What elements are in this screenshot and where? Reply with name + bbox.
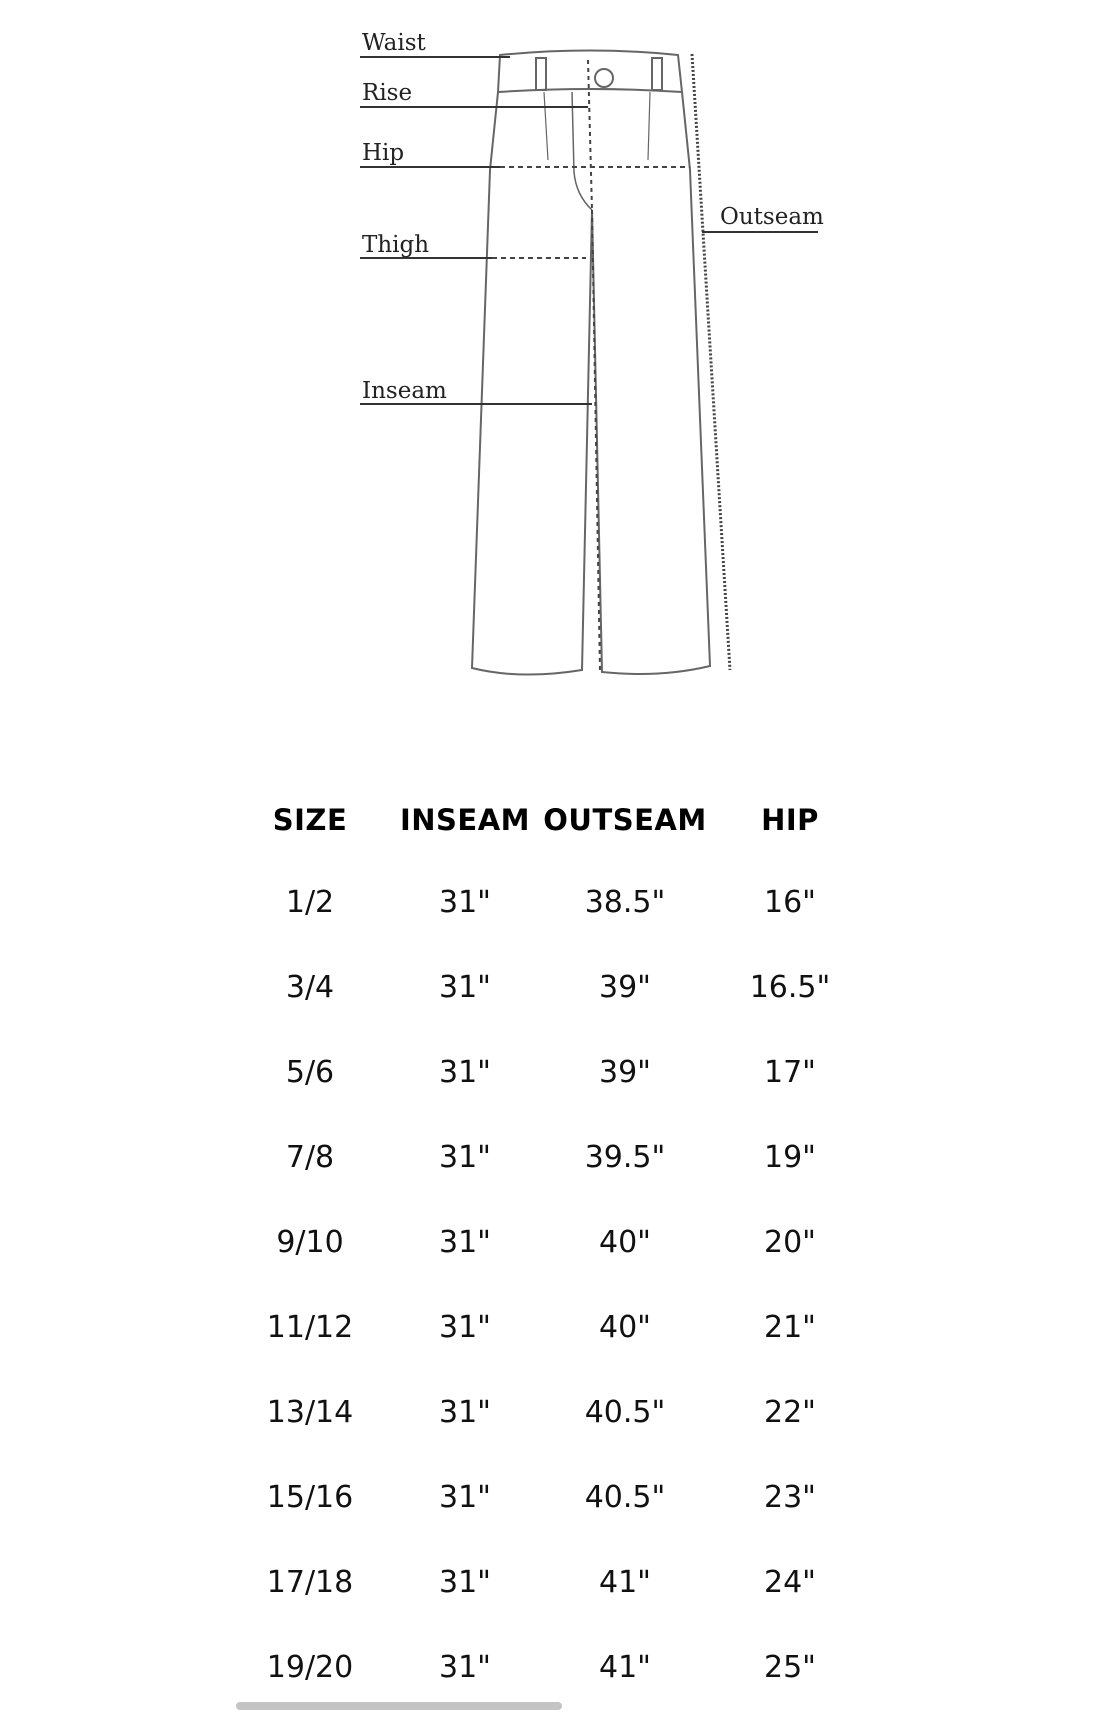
hip-cell: 24" [764,1565,816,1600]
hip-cell: 16" [764,885,816,920]
waistband [498,51,682,93]
table-row [230,945,870,1030]
inseam-label: Inseam [362,378,447,404]
hip-cell: 21" [764,1310,816,1345]
table-row [230,1625,870,1710]
outseam-label: Outseam [720,204,824,230]
size-cell: 13/14 [266,1395,354,1430]
outseam-cell: 41" [599,1650,651,1685]
table-row [230,860,870,945]
waist-button [595,69,613,87]
table-row [230,1540,870,1625]
header-outseam: OUTSEAM [543,803,707,837]
inseam-cell: 31" [439,1055,491,1090]
hip-cell: 23" [764,1480,816,1515]
size-cell: 7/8 [285,1140,335,1175]
outseam-cell: 39" [599,970,651,1005]
size-cell: 15/16 [266,1480,354,1515]
table-row [230,1200,870,1285]
size-cell: 5/6 [285,1055,335,1090]
size-cell: 11/12 [266,1310,354,1345]
hip-cell: 20" [764,1225,816,1260]
inseam-cell: 31" [439,1480,491,1515]
outseam-cell: 38.5" [584,885,666,920]
hip-cell: 16.5" [749,970,831,1005]
table-row [230,1455,870,1540]
hip-cell: 22" [764,1395,816,1430]
inseam-cell: 31" [439,1140,491,1175]
header-inseam: INSEAM [399,803,531,837]
scroll-indicator[interactable] [236,1702,562,1710]
inseam-cell: 31" [439,1225,491,1260]
size-cell: 1/2 [285,885,335,920]
pants-body [472,92,710,675]
hip-label: Hip [362,140,405,166]
belt-loop-right [652,58,662,90]
inseam-cell: 31" [439,1565,491,1600]
pleat-right [648,92,650,160]
outseam-cell: 39.5" [584,1140,666,1175]
size-chart-table [230,780,870,1710]
pleat-left [544,92,548,160]
hip-cell: 17" [764,1055,816,1090]
outseam-cell: 39" [599,1055,651,1090]
rise-label: Rise [362,80,413,106]
hip-cell: 25" [764,1650,816,1685]
hip-cell: 19" [764,1140,816,1175]
size-cell: 17/18 [266,1565,354,1600]
table-row [230,1115,870,1200]
inseam-cell: 31" [439,1650,491,1685]
outseam-cell: 41" [599,1565,651,1600]
rise-guide [588,60,592,210]
size-cell: 3/4 [285,970,335,1005]
outseam-cell: 40" [599,1310,651,1345]
pants-measurement-diagram [0,0,1101,720]
inseam-cell: 31" [439,970,491,1005]
table-row [230,1370,870,1455]
header-hip: HIP [761,803,819,837]
pants-outline [472,51,710,675]
header-row [230,780,870,860]
thigh-label: Thigh [362,232,430,258]
inseam-cell: 31" [439,1310,491,1345]
waist-label: Waist [362,30,426,56]
table-row [230,1285,870,1370]
header-size: SIZE [272,803,348,837]
size-cell: 19/20 [266,1650,354,1685]
outseam-cell: 40.5" [584,1395,666,1430]
inseam-cell: 31" [439,1395,491,1430]
size-cell: 9/10 [276,1225,344,1260]
belt-loop-left [536,58,546,90]
outseam-cell: 40" [599,1225,651,1260]
inseam-cell: 31" [439,885,491,920]
measurement-guides [492,54,730,672]
outseam-cell: 40.5" [584,1480,666,1515]
table-row [230,1030,870,1115]
